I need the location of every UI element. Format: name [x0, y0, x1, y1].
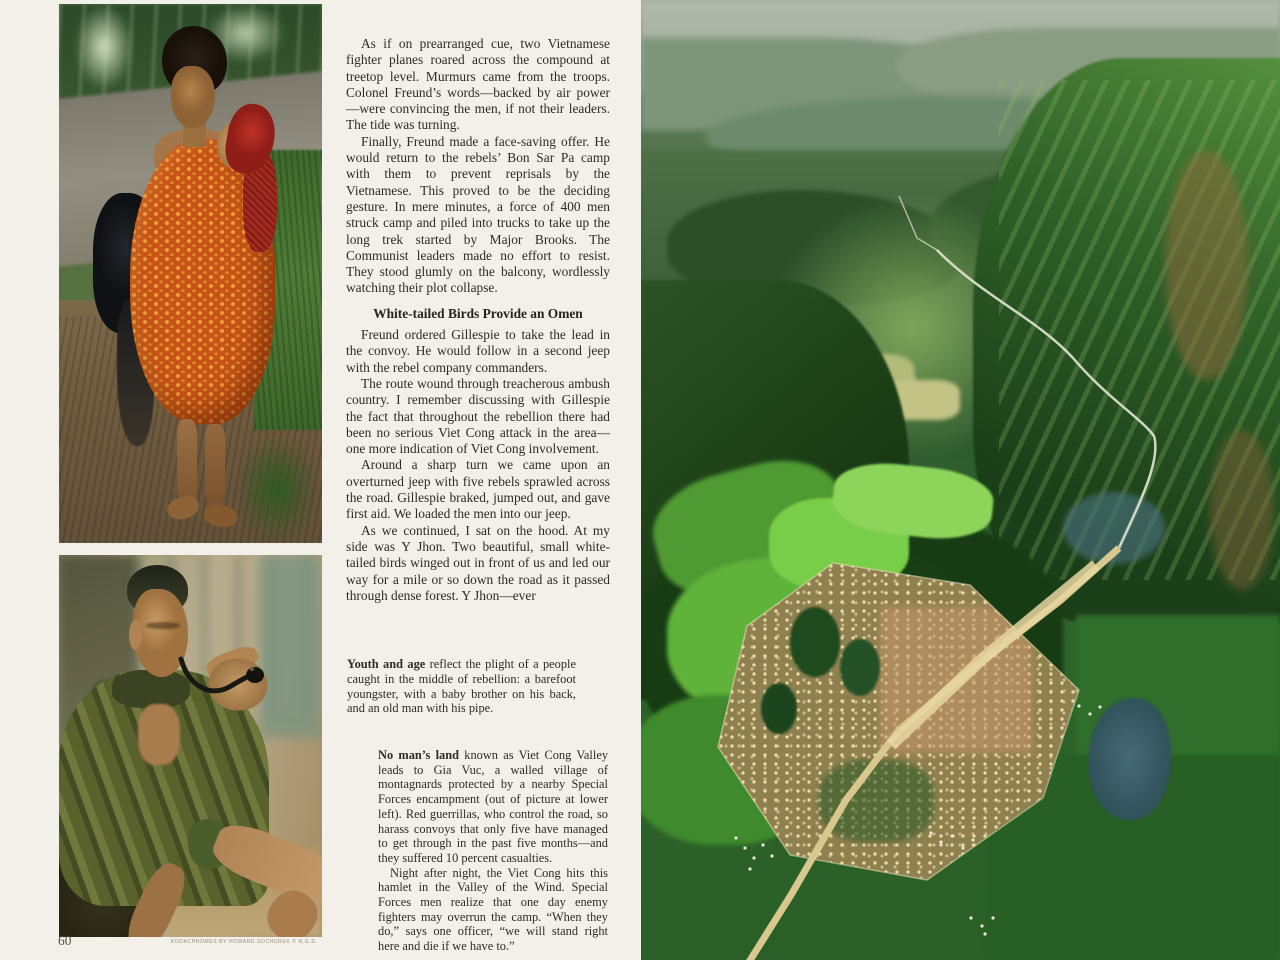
- winding-road: [937, 250, 1155, 548]
- body-paragraph: As if on prearranged cue, two Vietnamese fighter planes roared across the compound at treetop level. Murmurs came from the troops. Colonel Freund’s words—backed by air power—were convincing the men, if not their leaders. The tide was turning.: [346, 36, 610, 133]
- article-column: [346, 36, 610, 604]
- body-paragraph: Around a sharp turn we came upon an overturned jeep with five rebels sprawled across the road. Gillespie braked, jumped out, and gave first aid. We loaded the men into our jeep.: [346, 457, 610, 522]
- pipe-icon: [59, 555, 322, 937]
- village-road-strip: [891, 565, 1096, 745]
- page-number: 60: [58, 933, 72, 948]
- sky-patch: [75, 4, 133, 90]
- caption-paragraph: [347, 657, 576, 716]
- grass-tuft: [235, 435, 319, 543]
- caption-lead-in: Youth and age: [347, 657, 426, 671]
- pipe-ember: [250, 667, 254, 671]
- aerial-roads-overlay: [641, 0, 1280, 960]
- body-paragraph: The route wound through treacherous ambush country. I remember discussing with Gillespie the fact that throughout the rebellion there had been no serious Viet Cong attack in the area—one more indication of Viet Cong involvement.: [346, 375, 610, 457]
- caption-lead-in: No man’s land: [378, 748, 459, 762]
- caption-youth-and-age: [347, 657, 576, 716]
- photo-aerial-viet-cong-valley: [641, 0, 1280, 960]
- caption-no-mans-land: [378, 748, 608, 954]
- valley-track: [899, 196, 937, 250]
- section-heading: White-tailed Birds Provide an Omen: [373, 305, 583, 321]
- caption-text: reflect the plight of a people caught in the middle of rebellion: a barefoot youngster, with a baby brother on his back, and an old man with his pipe.: [347, 657, 576, 716]
- photo-old-man-with-pipe: [59, 555, 322, 937]
- caption-paragraph: Night after night, the Viet Cong hits this hamlet in the Valley of the Wind. Special Forces men realize that one day enemy fighters may overrun the camp. “When they do,” says one officer, “we will stand right here and die if we have to.”: [378, 865, 608, 954]
- boy-leg: [177, 419, 197, 505]
- main-road: [749, 548, 1119, 960]
- body-paragraph: Finally, Freund made a face-saving offer. He would return to the rebels’ Bon Sar Pa camp with them to prevent reprisals by the Vietnamese. This proved to be the deciding gesture. In mere minutes, a force of 400 men struck camp and piled into trucks to take up the long trek started by Major Brooks. The Communist leaders made no effort to resist. They stood glumly on the balcony, wordlessly watching their plot collapse.: [346, 133, 610, 296]
- body-paragraph: As we continued, I sat on the hood. At my side was Y Jhon. Two beautiful, small white-tailed birds winged out in front of us and led our way for a mile or so down the road as it passed through dense forest. Y Jhon—ever: [346, 522, 610, 603]
- photo-boy-with-baby: [59, 4, 322, 543]
- pipe-stem: [181, 659, 253, 691]
- body-paragraph: Freund ordered Gillespie to take the lead in the convoy. He would follow in a second jeep with the rebel company commanders.: [346, 327, 610, 375]
- caption-text: known as Viet Cong Valley leads to Gia Vuc, a walled village of montagnards protected by a nearby Special Forces encampment (out of picture at lower left). Red guerrillas, who control the road, so harass convoys that only five have managed to get through in the past five months—and they suffered 10 percent casualties.: [378, 748, 609, 865]
- pipe-bowl: [246, 667, 264, 683]
- boy-leg: [205, 424, 225, 505]
- photo-credit: KODACHROMES BY HOWARD SOCHUREK © N.G.S.: [170, 939, 318, 945]
- village-perimeter-wall: [718, 563, 1079, 880]
- caption-paragraph: [378, 748, 608, 866]
